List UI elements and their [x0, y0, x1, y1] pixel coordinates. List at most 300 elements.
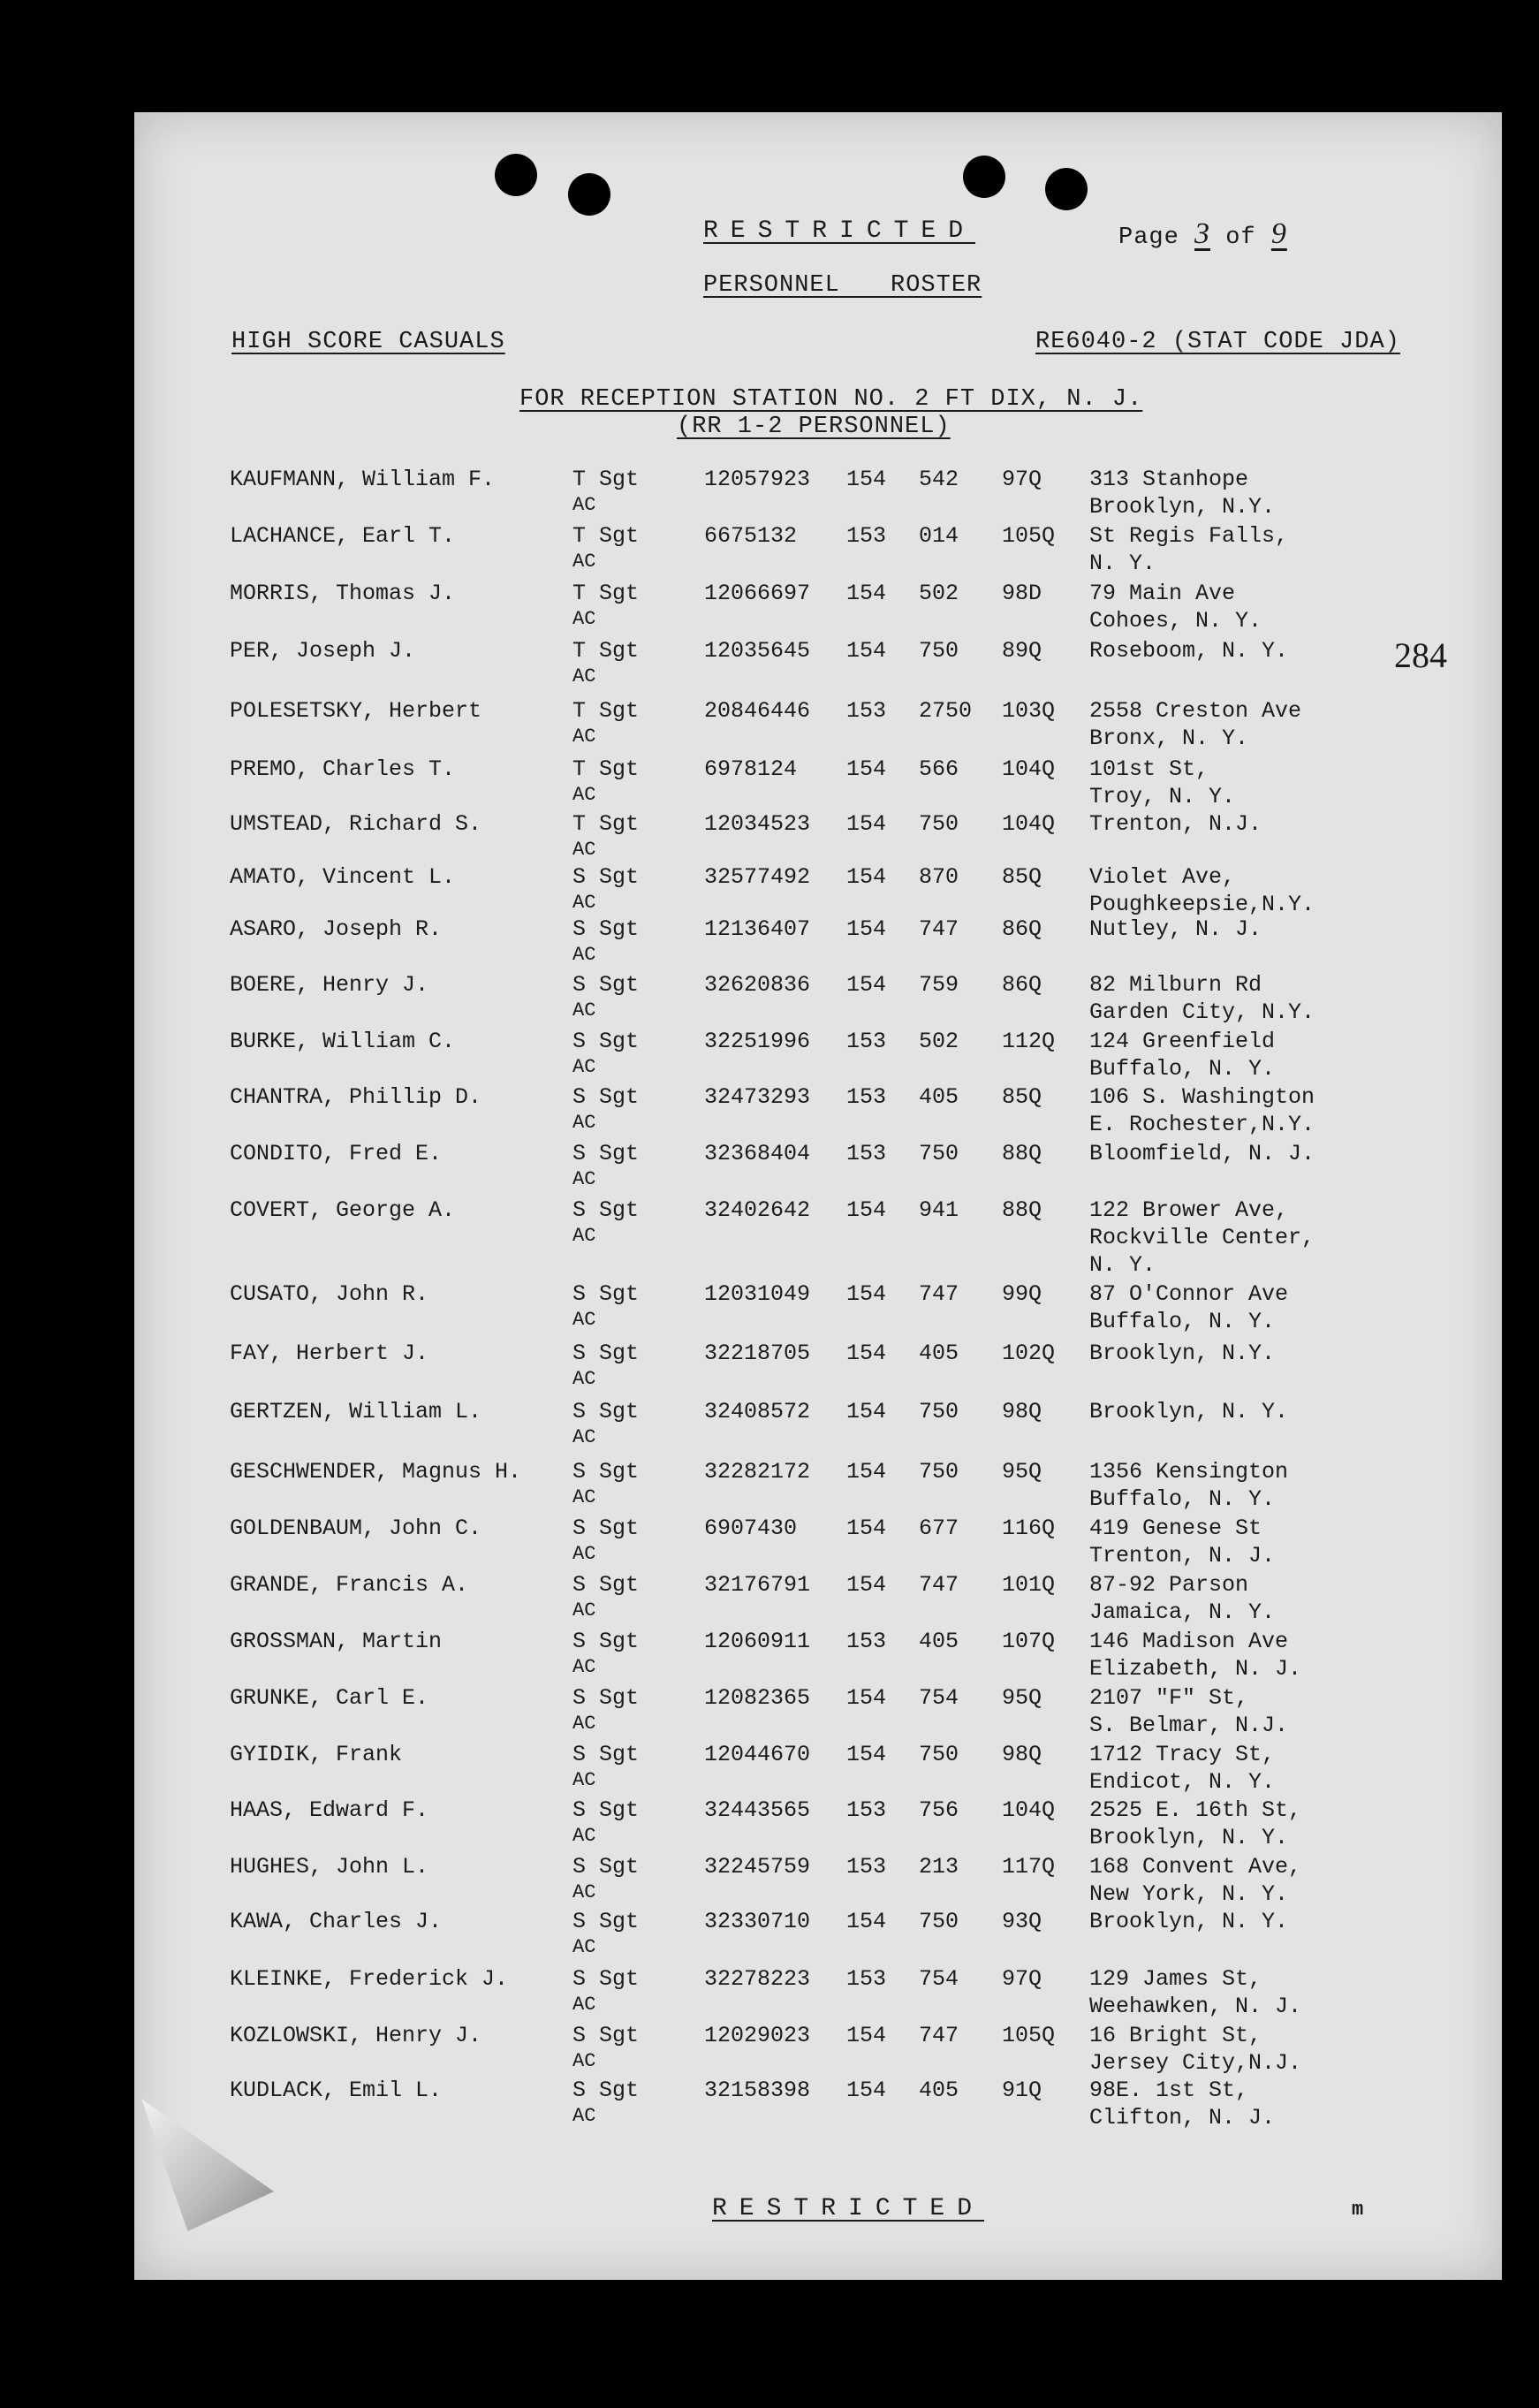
code-2: 502 [919, 581, 959, 606]
rank: S Sgt [572, 1084, 640, 1110]
table-row [0, 1629, 1539, 1685]
address-line: Brooklyn, N.Y. [1089, 494, 1276, 520]
branch: AC [572, 2050, 596, 2072]
code-2: 747 [919, 916, 959, 942]
code-3: 97Q [1002, 467, 1042, 492]
address-line: 1356 Kensington [1089, 1459, 1289, 1485]
roster-group: HIGH SCORE CASUALS [231, 329, 505, 355]
code-3: 86Q [1002, 972, 1042, 998]
rank: S Sgt [572, 1797, 640, 1823]
serial-number: 12060911 [704, 1629, 811, 1654]
code-2: 870 [919, 864, 959, 890]
rank: S Sgt [572, 1459, 640, 1485]
person-name: MORRIS, Thomas J. [230, 581, 456, 606]
address-line: St Regis Falls, [1089, 523, 1289, 549]
code-3: 103Q [1002, 698, 1056, 724]
code-3: 99Q [1002, 1281, 1042, 1307]
code-2: 405 [919, 1084, 959, 1110]
serial-number: 12035645 [704, 638, 811, 664]
rank: S Sgt [572, 1572, 640, 1598]
address-line: Buffalo, N. Y. [1089, 1309, 1276, 1334]
table-row [0, 2023, 1539, 2079]
branch: AC [572, 725, 596, 748]
person-name: GOLDENBAUM, John C. [230, 1515, 482, 1541]
branch: AC [572, 1368, 596, 1390]
branch: AC [572, 1936, 596, 1958]
person-name: KAWA, Charles J. [230, 1909, 443, 1934]
table-row [0, 972, 1539, 1029]
table-row [0, 1909, 1539, 1965]
restricted-header: RESTRICTED [703, 217, 976, 245]
rank: S Sgt [572, 972, 640, 998]
code-2: 677 [919, 1515, 959, 1541]
roster-title: PERSONNEL ROSTER [703, 272, 982, 299]
code-3: 117Q [1002, 1854, 1056, 1880]
code-1: 154 [846, 1399, 887, 1424]
rank: T Sgt [572, 811, 640, 837]
serial-number: 12044670 [704, 1742, 811, 1767]
code-1: 154 [846, 972, 887, 998]
person-name: GROSSMAN, Martin [230, 1629, 443, 1654]
person-name: BOERE, Henry J. [230, 972, 429, 998]
rank: S Sgt [572, 1029, 640, 1054]
code-3: 104Q [1002, 1797, 1056, 1823]
address-line: 79 Main Ave [1089, 581, 1236, 606]
address-line: Clifton, N. J. [1089, 2105, 1276, 2131]
rank: S Sgt [572, 1854, 640, 1880]
serial-number: 20846446 [704, 698, 811, 724]
serial-number: 32282172 [704, 1459, 811, 1485]
person-name: CHANTRA, Phillip D. [230, 1084, 482, 1110]
rank: T Sgt [572, 523, 640, 549]
code-2: 542 [919, 467, 959, 492]
code-2: 747 [919, 2023, 959, 2048]
address-line: Brooklyn, N.Y. [1089, 1341, 1276, 1366]
code-3: 93Q [1002, 1909, 1042, 1934]
punch-hole [963, 156, 1005, 198]
table-row [0, 2078, 1539, 2134]
serial-number: 32330710 [704, 1909, 811, 1934]
code-2: 750 [919, 1399, 959, 1424]
address-line: Trenton, N.J. [1089, 811, 1262, 837]
serial-number: 32245759 [704, 1854, 811, 1880]
code-2: 405 [919, 1629, 959, 1654]
page-number: 3 [1194, 217, 1211, 250]
code-1: 154 [846, 916, 887, 942]
person-name: PREMO, Charles T. [230, 756, 456, 782]
person-name: KAUFMANN, William F. [230, 467, 496, 492]
rank: S Sgt [572, 1399, 640, 1424]
code-1: 153 [846, 1854, 887, 1880]
branch: AC [572, 1543, 596, 1565]
code-2: 750 [919, 1141, 959, 1166]
table-row [0, 1197, 1539, 1278]
address-line: Jersey City,N.J. [1089, 2050, 1302, 2076]
code-3: 116Q [1002, 1515, 1056, 1541]
table-row [0, 581, 1539, 637]
rank: S Sgt [572, 1742, 640, 1767]
table-row [0, 916, 1539, 973]
station-line: FOR RECEPTION STATION NO. 2 FT DIX, N. J. [519, 386, 1143, 413]
serial-number: 32218705 [704, 1341, 811, 1366]
serial-number: 12082365 [704, 1685, 811, 1711]
margin-page-number: 284 [1394, 635, 1447, 675]
restricted-footer: RESTRICTED [712, 2195, 985, 2222]
serial-number: 32176791 [704, 1572, 811, 1598]
address-line: 101st St, [1089, 756, 1209, 782]
code-1: 153 [846, 1797, 887, 1823]
branch: AC [572, 1769, 596, 1791]
branch: AC [572, 944, 596, 966]
address-line: E. Rochester,N.Y. [1089, 1112, 1315, 1137]
address-line: Buffalo, N. Y. [1089, 1056, 1276, 1082]
page-indicator [1118, 217, 1386, 251]
code-2: 750 [919, 638, 959, 664]
branch: AC [572, 1599, 596, 1622]
branch: AC [572, 2105, 596, 2127]
page-label: Page [1118, 224, 1179, 251]
code-3: 95Q [1002, 1685, 1042, 1711]
code-2: 2750 [919, 698, 973, 724]
station-subline: (RR 1-2 PERSONNEL) [677, 414, 951, 440]
person-name: KOZLOWSKI, Henry J. [230, 2023, 482, 2048]
code-3: 104Q [1002, 811, 1056, 837]
code-3: 91Q [1002, 2078, 1042, 2103]
person-name: GERTZEN, William L. [230, 1399, 482, 1424]
serial-number: 32473293 [704, 1084, 811, 1110]
branch: AC [572, 1168, 596, 1190]
rank: S Sgt [572, 1197, 640, 1223]
rank: T Sgt [572, 467, 640, 492]
roster-code: RE6040-2 (STAT CODE JDA) [1035, 329, 1400, 355]
branch: AC [572, 1881, 596, 1903]
address-line: 122 Brower Ave, [1089, 1197, 1289, 1223]
code-1: 154 [846, 2078, 887, 2103]
serial-number: 12057923 [704, 467, 811, 492]
address-line: 168 Convent Ave, [1089, 1854, 1302, 1880]
rank: S Sgt [572, 1341, 640, 1366]
table-row [0, 1854, 1539, 1910]
address-line: Trenton, N. J. [1089, 1543, 1276, 1569]
rank: S Sgt [572, 1141, 640, 1166]
code-2: 566 [919, 756, 959, 782]
address-line: 16 Bright St, [1089, 2023, 1262, 2048]
address-line: 146 Madison Ave [1089, 1629, 1289, 1654]
code-3: 85Q [1002, 864, 1042, 890]
code-2: 750 [919, 1742, 959, 1767]
address-line: Brooklyn, N. Y. [1089, 1825, 1289, 1850]
person-name: KLEINKE, Frederick J. [230, 1966, 509, 1992]
address-line: 87-92 Parson [1089, 1572, 1249, 1598]
punch-hole [1045, 168, 1088, 210]
person-name: GRUNKE, Carl E. [230, 1685, 429, 1711]
serial-number: 6907430 [704, 1515, 798, 1541]
code-3: 105Q [1002, 523, 1056, 549]
punch-hole [495, 154, 537, 196]
rank: T Sgt [572, 756, 640, 782]
branch: AC [572, 1656, 596, 1678]
code-2: 941 [919, 1197, 959, 1223]
table-row [0, 467, 1539, 523]
code-2: 756 [919, 1797, 959, 1823]
person-name: GESCHWENDER, Magnus H. [230, 1459, 522, 1485]
table-row [0, 1685, 1539, 1742]
code-3: 88Q [1002, 1141, 1042, 1166]
address-line: 2107 "F" St, [1089, 1685, 1249, 1711]
code-3: 98Q [1002, 1399, 1042, 1424]
address-line: Endicot, N. Y. [1089, 1769, 1276, 1795]
address-line: 2558 Creston Ave [1089, 698, 1302, 724]
rank: S Sgt [572, 1629, 640, 1654]
table-row [0, 1084, 1539, 1141]
branch: AC [572, 784, 596, 806]
rank: S Sgt [572, 2078, 640, 2103]
code-1: 154 [846, 1197, 887, 1223]
address-line: Poughkeepsie,N.Y. [1089, 892, 1315, 917]
address-line: Rockville Center, [1089, 1225, 1315, 1250]
code-3: 98Q [1002, 1742, 1042, 1767]
address-line: Brooklyn, N. Y. [1089, 1399, 1289, 1424]
branch: AC [572, 1309, 596, 1331]
code-2: 754 [919, 1966, 959, 1992]
rank: T Sgt [572, 638, 640, 664]
address-line: 1712 Tracy St, [1089, 1742, 1276, 1767]
branch: AC [572, 608, 596, 630]
serial-number: 12034523 [704, 811, 811, 837]
code-1: 154 [846, 467, 887, 492]
page-total: 9 [1270, 217, 1287, 250]
person-name: FAY, Herbert J. [230, 1341, 429, 1366]
code-3: 88Q [1002, 1197, 1042, 1223]
table-row [0, 756, 1539, 813]
serial-number: 32278223 [704, 1966, 811, 1992]
code-2: 014 [919, 523, 959, 549]
address-line: Bronx, N. Y. [1089, 725, 1249, 751]
code-1: 154 [846, 864, 887, 890]
code-1: 153 [846, 1141, 887, 1166]
person-name: PER, Joseph J. [230, 638, 416, 664]
code-1: 154 [846, 1459, 887, 1485]
serial-number: 12029023 [704, 2023, 811, 2048]
code-1: 154 [846, 1281, 887, 1307]
table-row [0, 523, 1539, 580]
code-2: 213 [919, 1854, 959, 1880]
code-3: 95Q [1002, 1459, 1042, 1485]
address-line: N. Y. [1089, 1252, 1156, 1278]
person-name: HUGHES, John L. [230, 1854, 429, 1880]
code-1: 153 [846, 1084, 887, 1110]
address-line: Garden City, N.Y. [1089, 999, 1315, 1025]
code-2: 759 [919, 972, 959, 998]
address-line: 124 Greenfield [1089, 1029, 1276, 1054]
person-name: BURKE, William C. [230, 1029, 456, 1054]
serial-number: 32158398 [704, 2078, 811, 2103]
table-row [0, 698, 1539, 755]
serial-number: 32443565 [704, 1797, 811, 1823]
table-row [0, 1141, 1539, 1197]
code-2: 405 [919, 2078, 959, 2103]
code-2: 750 [919, 1909, 959, 1934]
address-line: 98E. 1st St, [1089, 2078, 1249, 2103]
code-3: 89Q [1002, 638, 1042, 664]
code-3: 86Q [1002, 916, 1042, 942]
rank: S Sgt [572, 1966, 640, 1992]
address-line: Jamaica, N. Y. [1089, 1599, 1276, 1625]
table-row [0, 638, 1539, 695]
table-row [0, 1341, 1539, 1397]
code-1: 154 [846, 1572, 887, 1598]
address-line: Weehawken, N. J. [1089, 1994, 1302, 2019]
serial-number: 32620836 [704, 972, 811, 998]
person-name: UMSTEAD, Richard S. [230, 811, 482, 837]
code-1: 153 [846, 1029, 887, 1054]
address-line: N. Y. [1089, 551, 1156, 576]
code-1: 154 [846, 1909, 887, 1934]
code-3: 102Q [1002, 1341, 1056, 1366]
code-3: 97Q [1002, 1966, 1042, 1992]
rank: S Sgt [572, 1685, 640, 1711]
person-name: LACHANCE, Earl T. [230, 523, 456, 549]
branch: AC [572, 1056, 596, 1078]
address-line: 2525 E. 16th St, [1089, 1797, 1302, 1823]
table-row [0, 1572, 1539, 1629]
branch: AC [572, 892, 596, 914]
address-line: 129 James St, [1089, 1966, 1262, 1992]
code-2: 754 [919, 1685, 959, 1711]
page-of-label: of [1225, 224, 1256, 251]
table-row [0, 1399, 1539, 1455]
rank: T Sgt [572, 698, 640, 724]
address-line: Troy, N. Y. [1089, 784, 1236, 809]
table-row [0, 811, 1539, 868]
person-name: COVERT, George A. [230, 1197, 456, 1223]
code-1: 154 [846, 1742, 887, 1767]
code-3: 85Q [1002, 1084, 1042, 1110]
person-name: HAAS, Edward F. [230, 1797, 429, 1823]
code-1: 154 [846, 638, 887, 664]
person-name: CONDITO, Fred E. [230, 1141, 443, 1166]
branch: AC [572, 999, 596, 1022]
address-line: 106 S. Washington [1089, 1084, 1315, 1110]
rank: S Sgt [572, 864, 640, 890]
branch: AC [572, 1426, 596, 1448]
code-2: 502 [919, 1029, 959, 1054]
serial-number: 12136407 [704, 916, 811, 942]
rank: S Sgt [572, 1515, 640, 1541]
serial-number: 32577492 [704, 864, 811, 890]
address-line: Brooklyn, N. Y. [1089, 1909, 1289, 1934]
serial-number: 32402642 [704, 1197, 811, 1223]
rank: S Sgt [572, 2023, 640, 2048]
table-row [0, 864, 1539, 921]
address-line: Violet Ave, [1089, 864, 1236, 890]
table-row [0, 1797, 1539, 1854]
code-3: 98D [1002, 581, 1042, 606]
code-3: 107Q [1002, 1629, 1056, 1654]
address-line: Nutley, N. J. [1089, 916, 1262, 942]
address-line: Roseboom, N. Y. [1089, 638, 1289, 664]
address-line: Buffalo, N. Y. [1089, 1486, 1276, 1512]
branch: AC [572, 494, 596, 516]
branch: AC [572, 1486, 596, 1508]
code-1: 153 [846, 1966, 887, 1992]
table-row [0, 1515, 1539, 1572]
code-2: 747 [919, 1572, 959, 1598]
rank: T Sgt [572, 581, 640, 606]
branch: AC [572, 551, 596, 573]
code-3: 112Q [1002, 1029, 1056, 1054]
branch: AC [572, 665, 596, 687]
code-1: 154 [846, 2023, 887, 2048]
rank: S Sgt [572, 916, 640, 942]
code-1: 154 [846, 756, 887, 782]
table-row [0, 1966, 1539, 2023]
serial-number: 32251996 [704, 1029, 811, 1054]
code-1: 153 [846, 1629, 887, 1654]
branch: AC [572, 1713, 596, 1735]
table-row [0, 1281, 1539, 1338]
code-1: 154 [846, 811, 887, 837]
footer-mark: m [1352, 2199, 1364, 2221]
serial-number: 6978124 [704, 756, 798, 782]
code-2: 750 [919, 1459, 959, 1485]
table-row [0, 1459, 1539, 1515]
branch: AC [572, 839, 596, 861]
person-name: AMATO, Vincent L. [230, 864, 456, 890]
code-1: 153 [846, 698, 887, 724]
code-1: 154 [846, 1685, 887, 1711]
address-line: 82 Milburn Rd [1089, 972, 1262, 998]
branch: AC [572, 1994, 596, 2016]
table-row [0, 1742, 1539, 1798]
person-name: KUDLACK, Emil L. [230, 2078, 443, 2103]
code-1: 154 [846, 581, 887, 606]
rank: S Sgt [572, 1909, 640, 1934]
serial-number: 12066697 [704, 581, 811, 606]
serial-number: 12031049 [704, 1281, 811, 1307]
person-name: GYIDIK, Frank [230, 1742, 403, 1767]
address-line: S. Belmar, N.J. [1089, 1713, 1289, 1738]
address-line: Cohoes, N. Y. [1089, 608, 1262, 634]
address-line: 313 Stanhope [1089, 467, 1249, 492]
address-line: 419 Genese St [1089, 1515, 1262, 1541]
serial-number: 6675132 [704, 523, 798, 549]
table-row [0, 1029, 1539, 1085]
code-2: 750 [919, 811, 959, 837]
code-2: 747 [919, 1281, 959, 1307]
address-line: Bloomfield, N. J. [1089, 1141, 1315, 1166]
punch-hole [568, 173, 610, 216]
branch: AC [572, 1225, 596, 1247]
serial-number: 32368404 [704, 1141, 811, 1166]
person-name: POLESETSKY, Herbert [230, 698, 482, 724]
person-name: CUSATO, John R. [230, 1281, 429, 1307]
branch: AC [572, 1825, 596, 1847]
address-line: Elizabeth, N. J. [1089, 1656, 1302, 1682]
person-name: GRANDE, Francis A. [230, 1572, 469, 1598]
code-3: 105Q [1002, 2023, 1056, 2048]
code-3: 104Q [1002, 756, 1056, 782]
rank: S Sgt [572, 1281, 640, 1307]
code-2: 405 [919, 1341, 959, 1366]
address-line: 87 O'Connor Ave [1089, 1281, 1289, 1307]
serial-number: 32408572 [704, 1399, 811, 1424]
code-3: 101Q [1002, 1572, 1056, 1598]
code-1: 153 [846, 523, 887, 549]
address-line: New York, N. Y. [1089, 1881, 1289, 1907]
code-1: 154 [846, 1341, 887, 1366]
code-1: 154 [846, 1515, 887, 1541]
